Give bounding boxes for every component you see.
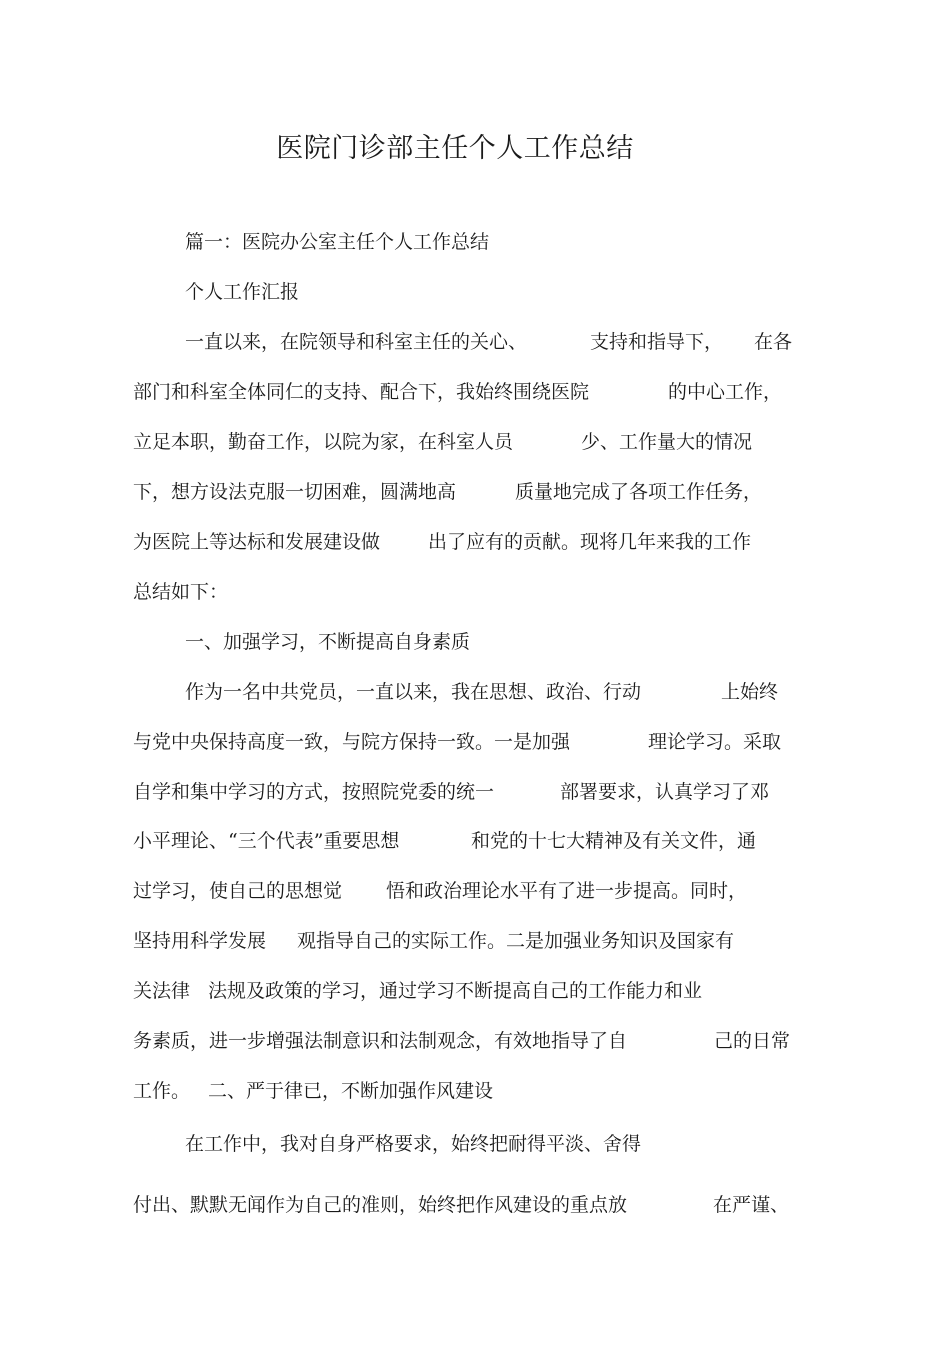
text-segment: 少、工作量大的情况 [581,431,753,453]
text-segment: 观指导自己的实际工作。二是加强业务知识及国家有 [297,930,735,952]
text-segment: 下，想方设法克服一切困难，圆满地高 [133,481,457,503]
text-segment: 关法律 [133,980,191,1002]
text-segment: 一、加强学习，不断提高自身素质 [185,631,471,653]
text-segment: 作为一名中共党员，一直以来，我在思想、政治、行动 [185,681,642,703]
text-segment: 悟和政治理论水平有了进一步提高。同时， [386,880,748,902]
text-segment: 部署要求，认真学习了邓 [560,781,770,803]
text-segment: 务素质，进一步增强法制意识和法制观念，有效地指导了自 [133,1030,628,1052]
text-segment: 过学习，使自己的思想觉 [133,880,343,902]
text-segment: 和党的十七大精神及有关文件，通 [471,830,757,852]
text-segment: 己的日常 [714,1030,791,1052]
text-segment: 在严谨、 [713,1194,790,1216]
text-segment: 一直以来，在院领导和科室主任的关心、 [185,331,528,353]
text-segment: 支持和指导下， [590,331,724,353]
text-segment: 篇一：医院办公室主任个人工作总结 [185,231,490,253]
text-segment: 与党中央保持高度一致，与院方保持一致。一是加强 [133,731,571,753]
text-segment: 坚持用科学发展 [133,930,267,952]
text-segment: 的中心工作， [668,381,783,403]
text-segment: 工作。 [133,1080,191,1102]
text-segment: 二、严于律已，不断加强作风建设 [208,1080,494,1102]
text-segment: 总结如下： [133,581,229,603]
text-segment: 个人工作汇报 [185,281,300,303]
text-segment: 法规及政策的学习，通过学习不断提高自己的工作能力和业 [208,980,703,1002]
text-segment: 上始终 [721,681,779,703]
text-segment: 部门和科室全体同仁的支持、配合下，我始终围绕医院 [133,381,590,403]
text-segment: 在各 [754,331,793,353]
text-segment: 理论学习。采取 [648,731,782,753]
text-segment: 立足本职，勤奋工作，以院为家，在科室人员 [133,431,514,453]
document-title: 医院门诊部主任个人工作总结 [276,133,634,164]
text-segment: 小平理论、“三个代表”重要思想 [133,830,400,852]
text-segment: 质量地完成了各项工作任务， [515,481,763,503]
text-segment: 在工作中，我对自身严格要求，始终把耐得平淡、舍得 [185,1133,642,1155]
text-segment: 自学和集中学习的方式，按照院党委的统一 [133,781,495,803]
text-segment: 付出、默默无闻作为自己的准则，始终把作风建设的重点放 [133,1194,628,1216]
text-segment: 出了应有的贡献。现将几年来我的工作 [428,531,752,553]
text-segment: 为医院上等达标和发展建设做 [133,531,381,553]
